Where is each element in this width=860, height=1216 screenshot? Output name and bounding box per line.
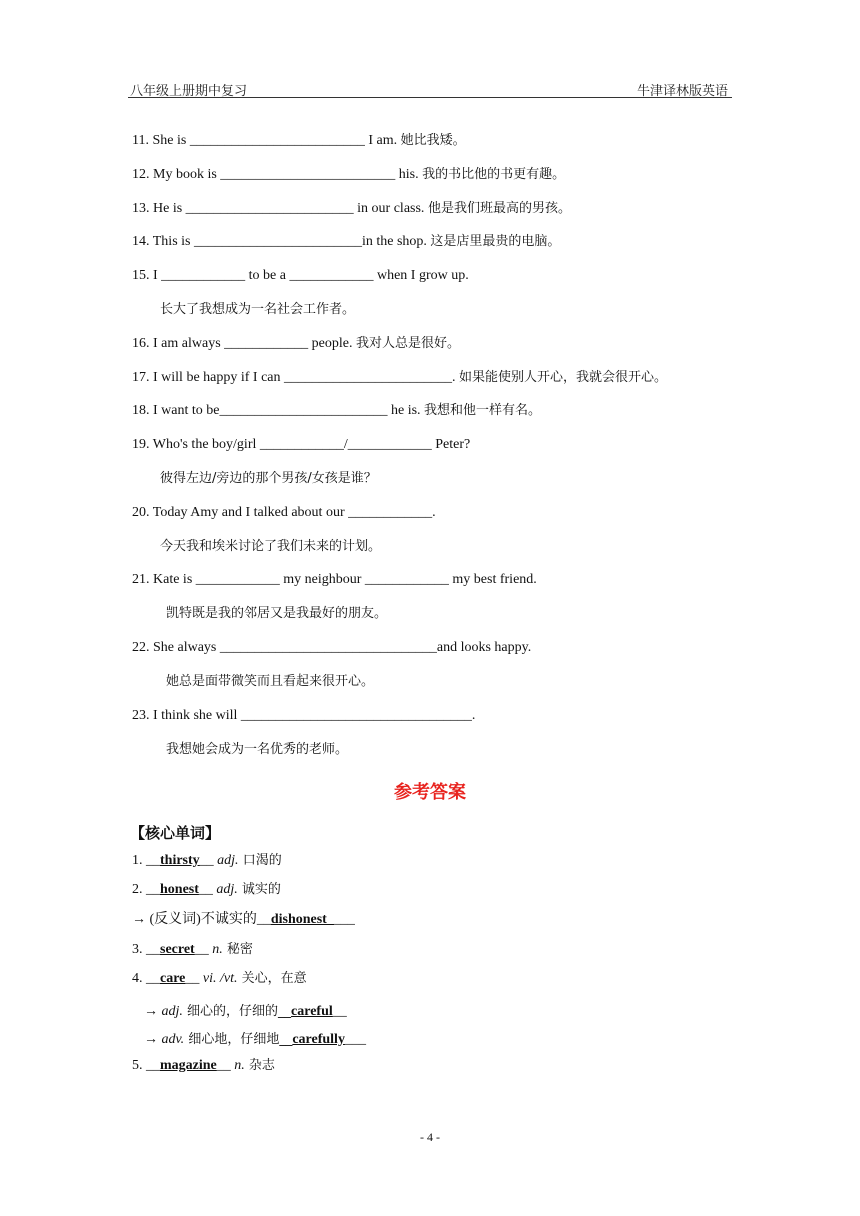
part-of-speech: adj. bbox=[217, 853, 239, 868]
question-11 bbox=[132, 132, 466, 150]
header-right: 牛津译林版英语 bbox=[636, 84, 728, 99]
part-of-speech: adj. bbox=[161, 1004, 183, 1019]
question-text: 17. I will be happy if I can ________________________. bbox=[132, 370, 460, 385]
question-translation: 她比我矮。 bbox=[400, 133, 466, 148]
question-21: 21. Kate is ____________ my neighbour ____________ my best friend. bbox=[132, 572, 537, 587]
question-13 bbox=[132, 200, 571, 218]
word-number: 5. __ bbox=[132, 1058, 160, 1073]
question-translation: 如果能使别人开心，我就会很开心。 bbox=[459, 370, 668, 385]
word-answer: care bbox=[160, 971, 186, 986]
question-21-translation: 凯特既是我的邻居又是我最好的朋友。 bbox=[166, 606, 388, 621]
word-2-antonym bbox=[132, 911, 355, 929]
word-blank-tail: ___ bbox=[333, 912, 355, 927]
part-of-speech: vi. /vt. bbox=[202, 971, 238, 986]
part-of-speech: n. bbox=[234, 1058, 245, 1073]
antonym-label: → (反义词)不诚实的__ bbox=[132, 912, 271, 927]
word-meaning: 秘密 bbox=[222, 942, 253, 957]
arrow: → bbox=[144, 1032, 162, 1047]
word-meaning: 细心的，仔细的__ bbox=[182, 1004, 292, 1019]
question-text: 16. I am always ____________ people. bbox=[132, 336, 356, 351]
word-4-adj bbox=[144, 1003, 347, 1021]
word-5 bbox=[132, 1057, 275, 1075]
question-translation: 我想和他一样有名。 bbox=[424, 403, 542, 418]
question-text: 14. This is ________________________in the shop. bbox=[132, 234, 431, 249]
word-meaning: 口渴的 bbox=[238, 853, 282, 868]
word-answer: thirsty bbox=[160, 853, 200, 868]
word-meaning: 关心，在意 bbox=[237, 971, 307, 986]
answer-key-title: 参考答案 bbox=[394, 782, 466, 803]
word-blank-tail: __ bbox=[194, 942, 213, 957]
question-translation: 我对人总是很好。 bbox=[355, 336, 460, 351]
word-2 bbox=[132, 881, 281, 899]
question-19: 19. Who's the boy/girl ____________/____________ Peter? bbox=[132, 437, 471, 452]
question-14 bbox=[132, 233, 560, 251]
question-17 bbox=[132, 369, 667, 387]
question-16 bbox=[132, 335, 460, 353]
word-number: 2. __ bbox=[132, 882, 160, 897]
word-number: 1. __ bbox=[132, 853, 160, 868]
word-answer: secret bbox=[160, 942, 195, 957]
arrow: → bbox=[144, 1004, 162, 1019]
word-answer: magazine bbox=[160, 1058, 217, 1073]
part-of-speech: n. bbox=[212, 942, 223, 957]
word-number: 4. __ bbox=[132, 971, 160, 986]
word-3 bbox=[132, 941, 253, 959]
word-blank-tail: ___ bbox=[344, 1032, 366, 1047]
word-1 bbox=[132, 852, 282, 870]
word-blank-tail: __ bbox=[198, 882, 217, 897]
question-15-translation: 长大了我想成为一名社会工作者。 bbox=[160, 302, 356, 317]
question-15: 15. I ____________ to be a ____________ when I grow up. bbox=[132, 268, 469, 283]
word-number: 3. __ bbox=[132, 942, 160, 957]
question-translation: 我的书比他的书更有趣。 bbox=[422, 167, 566, 182]
question-19-translation: 彼得左边/旁边的那个男孩/女孩是谁？ bbox=[160, 471, 377, 486]
word-answer: dishonest_ bbox=[270, 912, 334, 927]
part-of-speech: adj. bbox=[216, 882, 238, 897]
word-meaning: 诚实的 bbox=[237, 882, 281, 897]
word-answer: careful bbox=[291, 1004, 333, 1019]
word-4 bbox=[132, 970, 307, 988]
question-18 bbox=[132, 402, 541, 420]
question-translation: 他是我们班最高的男孩。 bbox=[427, 201, 571, 216]
word-blank-tail: __ bbox=[216, 1058, 235, 1073]
word-meaning: 杂志 bbox=[244, 1058, 275, 1073]
word-4-adv bbox=[144, 1031, 366, 1049]
word-blank-tail: __ bbox=[185, 971, 203, 986]
question-23-translation: 我想她会成为一名优秀的老师。 bbox=[166, 742, 349, 757]
question-text: 13. He is ________________________ in our class. bbox=[132, 201, 428, 216]
page-number: - 4 - bbox=[420, 1130, 440, 1144]
word-meaning: 细心地，仔细地__ bbox=[184, 1032, 293, 1047]
question-text: 11. She is _________________________ I am. bbox=[132, 133, 401, 148]
word-blank-tail: __ bbox=[199, 853, 218, 868]
core-words-heading: 【核心单词】 bbox=[130, 824, 221, 842]
question-22: 22. She always _______________________________and looks happy. bbox=[132, 640, 532, 655]
question-text: 12. My book is _________________________ his. bbox=[132, 167, 423, 182]
word-answer: carefully bbox=[292, 1032, 345, 1047]
part-of-speech: adv. bbox=[161, 1032, 185, 1047]
question-23: 23. I think she will _________________________________. bbox=[132, 708, 476, 723]
question-20-translation: 今天我和埃米讨论了我们未来的计划。 bbox=[160, 539, 382, 554]
question-20: 20. Today Amy and I talked about our ____________. bbox=[132, 505, 436, 520]
word-answer: honest bbox=[160, 882, 199, 897]
header-left: 八年级上册期中复习 bbox=[130, 84, 248, 99]
question-12 bbox=[132, 166, 565, 184]
word-blank-tail: __ bbox=[332, 1004, 347, 1019]
header-divider bbox=[128, 97, 732, 98]
question-text: 18. I want to be________________________ he is. bbox=[132, 403, 425, 418]
question-translation: 这是店里最贵的电脑。 bbox=[430, 234, 561, 249]
question-22-translation: 她总是面带微笑而且看起来很开心。 bbox=[166, 674, 375, 689]
